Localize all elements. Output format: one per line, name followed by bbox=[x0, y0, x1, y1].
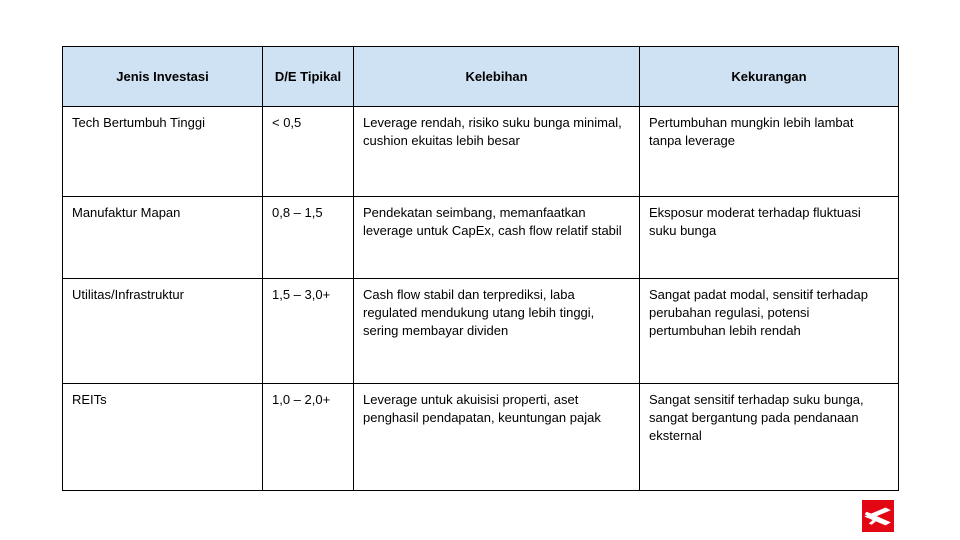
cell-jenis: Tech Bertumbuh Tinggi bbox=[63, 107, 263, 197]
cell-de-ratio: < 0,5 bbox=[263, 107, 354, 197]
cell-kelebihan: Leverage rendah, risiko suku bunga minimal, cushion ekuitas lebih besar bbox=[354, 107, 640, 197]
cell-kelebihan: Leverage untuk akuisisi properti, aset penghasil pendapatan, keuntungan pajak bbox=[354, 384, 640, 491]
de-ratio-comparison-table bbox=[62, 46, 899, 491]
table-row bbox=[63, 384, 899, 491]
cell-de-ratio: 0,8 – 1,5 bbox=[263, 197, 354, 279]
cell-kekurangan: Eksposur moderat terhadap fluktuasi suku bunga bbox=[640, 197, 899, 279]
header-de-tipikal: D/E Tipikal bbox=[263, 47, 354, 107]
cell-jenis: Utilitas/Infrastruktur bbox=[63, 279, 263, 384]
table-header-row bbox=[63, 47, 899, 107]
cell-de-ratio: 1,5 – 3,0+ bbox=[263, 279, 354, 384]
table-row bbox=[63, 197, 899, 279]
header-kelebihan: Kelebihan bbox=[354, 47, 640, 107]
header-kekurangan: Kekurangan bbox=[640, 47, 899, 107]
table-row bbox=[63, 107, 899, 197]
cell-jenis: Manufaktur Mapan bbox=[63, 197, 263, 279]
cell-kekurangan: Pertumbuhan mungkin lebih lambat tanpa leverage bbox=[640, 107, 899, 197]
table-row bbox=[63, 279, 899, 384]
xm-logo-icon bbox=[862, 500, 894, 532]
cell-jenis: REITs bbox=[63, 384, 263, 491]
cell-kelebihan: Cash flow stabil dan terprediksi, laba regulated mendukung utang lebih tinggi, sering membayar dividen bbox=[354, 279, 640, 384]
header-jenis-investasi: Jenis Investasi bbox=[63, 47, 263, 107]
cell-kekurangan: Sangat sensitif terhadap suku bunga, sangat bergantung pada pendanaan eksternal bbox=[640, 384, 899, 491]
cell-de-ratio: 1,0 – 2,0+ bbox=[263, 384, 354, 491]
cell-kelebihan: Pendekatan seimbang, memanfaatkan leverage untuk CapEx, cash flow relatif stabil bbox=[354, 197, 640, 279]
cell-kekurangan: Sangat padat modal, sensitif terhadap perubahan regulasi, potensi pertumbuhan lebih rendah bbox=[640, 279, 899, 384]
